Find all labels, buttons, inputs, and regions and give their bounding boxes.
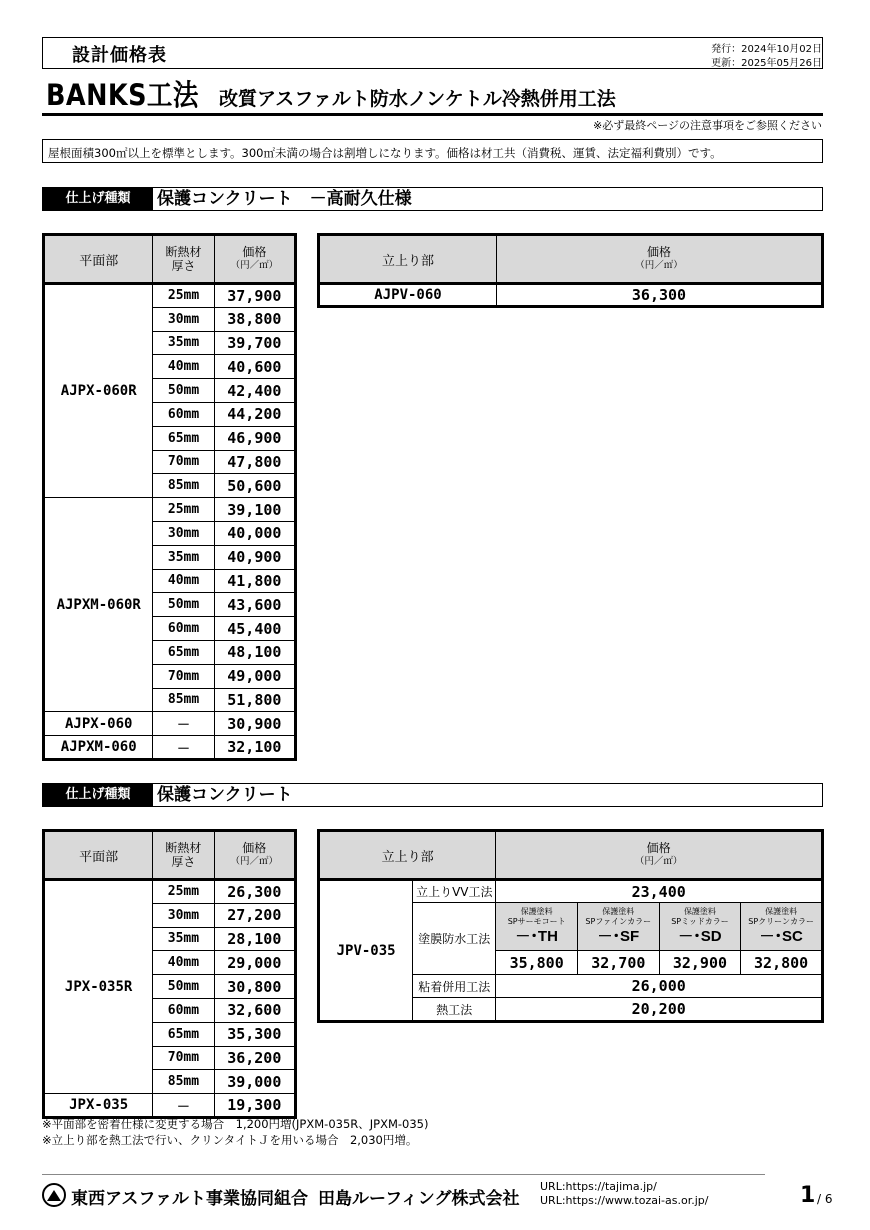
table-row bbox=[44, 498, 296, 522]
price-cell: 51,800 bbox=[214, 688, 295, 712]
adhesive-method-price: 26,000 bbox=[496, 975, 823, 998]
vv-method-label: 立上りVV工法 bbox=[413, 880, 496, 903]
organization-name: 東西アスファルト事業協同組合 bbox=[71, 1189, 308, 1209]
price-cell: 44,200 bbox=[214, 402, 295, 426]
title-rule bbox=[42, 113, 823, 116]
thickness-cell: 65mm bbox=[153, 640, 214, 664]
price-cell: 49,000 bbox=[214, 664, 295, 688]
price-cell: 45,400 bbox=[214, 617, 295, 641]
price-cell: 32,600 bbox=[214, 998, 295, 1022]
insulation-header: 断熱材 厚さ bbox=[153, 235, 214, 284]
price-cell: 40,000 bbox=[214, 521, 295, 545]
price-cell: 39,000 bbox=[214, 1070, 295, 1094]
standard-note: 屋根面積300㎡以上を標準とします。300㎡未満の場合は割増しになります。価格は材工共（消費税、運賃、法定福利費別）です。 bbox=[42, 139, 823, 163]
updated-date: 更新：2025年05月26日 bbox=[711, 58, 822, 69]
rise-code: AJPV-060 bbox=[319, 284, 497, 307]
rise-code: JPV-035 bbox=[319, 880, 413, 1022]
section1-title: 保護コンクリート －高耐久仕様 bbox=[157, 189, 412, 209]
thickness-cell: 40mm bbox=[153, 951, 214, 975]
price-cell: 39,700 bbox=[214, 331, 295, 355]
section2-rise-table bbox=[317, 829, 824, 1023]
rise-header: 立上り部 bbox=[319, 235, 497, 284]
section2-tag: 仕上げ種類 bbox=[43, 784, 153, 806]
thickness-cell: 60mm bbox=[153, 402, 214, 426]
coating-price-sf: 32,700 bbox=[577, 951, 659, 975]
vv-method-price: 23,400 bbox=[496, 880, 823, 903]
thickness-cell: 25mm bbox=[153, 284, 214, 308]
rise-price: 36,300 bbox=[497, 284, 823, 307]
heat-method-label: 熱工法 bbox=[413, 998, 496, 1022]
coating-option-sd: 保護塗料 SPミッドカラー －･SD bbox=[659, 903, 741, 951]
price-header: 価格 （円／㎡） bbox=[496, 831, 823, 880]
thickness-cell: 50mm bbox=[153, 593, 214, 617]
price-cell: 47,800 bbox=[214, 450, 295, 474]
product-code: AJPX-060R bbox=[44, 284, 153, 498]
thickness-cell: 35mm bbox=[153, 927, 214, 951]
product-code: JPX-035 bbox=[44, 1094, 153, 1118]
product-code: JPX-035R bbox=[44, 880, 153, 1094]
thickness-cell: 85mm bbox=[153, 688, 214, 712]
page-total: / 6 bbox=[817, 1192, 833, 1206]
reference-note: ※必ず最終ページの注意事項をご参照ください bbox=[593, 119, 822, 132]
coating-price-sc: 32,800 bbox=[741, 951, 823, 975]
thickness-cell: 40mm bbox=[153, 569, 214, 593]
table-row bbox=[44, 880, 296, 904]
price-cell: 40,600 bbox=[214, 355, 295, 379]
price-cell: 38,800 bbox=[214, 307, 295, 331]
product-code: AJPXM-060R bbox=[44, 498, 153, 712]
thickness-cell: － bbox=[153, 1094, 214, 1118]
thickness-cell: 30mm bbox=[153, 521, 214, 545]
association-logo-icon bbox=[42, 1183, 66, 1207]
price-cell: 40,900 bbox=[214, 545, 295, 569]
thickness-cell: 50mm bbox=[153, 975, 214, 999]
thickness-cell: 65mm bbox=[153, 426, 214, 450]
method-name: BANKS工法 bbox=[46, 78, 199, 112]
table-row bbox=[44, 284, 296, 308]
tajima-url[interactable]: URL:https://tajima.jp/ bbox=[540, 1180, 657, 1193]
method-subtitle: 改質アスファルト防水ノンケトル冷熱併用工法 bbox=[219, 88, 616, 110]
price-cell: 30,900 bbox=[214, 712, 295, 736]
section1-rise-table bbox=[317, 233, 824, 308]
price-cell: 41,800 bbox=[214, 569, 295, 593]
thickness-cell: 50mm bbox=[153, 379, 214, 403]
thickness-cell: 25mm bbox=[153, 880, 214, 904]
price-cell: 42,400 bbox=[214, 379, 295, 403]
thickness-cell: 65mm bbox=[153, 1022, 214, 1046]
thickness-cell: 70mm bbox=[153, 450, 214, 474]
coating-option-sc: 保護塗料 SPクリーンカラー －･SC bbox=[741, 903, 823, 951]
adhesive-method-label: 粘着併用工法 bbox=[413, 975, 496, 998]
thickness-cell: 35mm bbox=[153, 331, 214, 355]
coating-price-th: 35,800 bbox=[496, 951, 578, 975]
tozai-url[interactable]: URL:https://www.tozai-as.or.jp/ bbox=[540, 1194, 709, 1207]
section2-flat-table bbox=[42, 829, 297, 1119]
thickness-cell: 60mm bbox=[153, 617, 214, 641]
thickness-cell: 30mm bbox=[153, 903, 214, 927]
price-header: 価格 （円／㎡） bbox=[497, 235, 823, 284]
thickness-cell: 60mm bbox=[153, 998, 214, 1022]
price-cell: 27,200 bbox=[214, 903, 295, 927]
coating-price-sd: 32,900 bbox=[659, 951, 741, 975]
flat-header: 平面部 bbox=[44, 831, 153, 880]
company-name: 田島ルーフィング株式会社 bbox=[318, 1189, 520, 1209]
section1-tag: 仕上げ種類 bbox=[43, 188, 153, 210]
table-row bbox=[44, 712, 296, 736]
thickness-cell: 70mm bbox=[153, 1046, 214, 1070]
price-cell: 43,600 bbox=[214, 593, 295, 617]
section2-bar bbox=[42, 783, 823, 807]
price-cell: 48,100 bbox=[214, 640, 295, 664]
footer-rule bbox=[42, 1174, 765, 1175]
thickness-cell: － bbox=[153, 712, 214, 736]
footnote: ※平面部を密着仕様に変更する場合 1,200円増(JPXM-035R、JPXM-035) bbox=[42, 1117, 429, 1131]
page-number: 1 bbox=[800, 1183, 816, 1208]
footnote: ※立上り部を熱工法で行い、クリンタイトＪを用いる場合 2,030円増。 bbox=[42, 1133, 418, 1147]
section2-title: 保護コンクリート bbox=[157, 785, 293, 805]
price-cell: 26,300 bbox=[214, 880, 295, 904]
price-header: 価格 （円／㎡） bbox=[214, 831, 295, 880]
price-cell: 28,100 bbox=[214, 927, 295, 951]
product-code: AJPXM-060 bbox=[44, 736, 153, 760]
price-cell: 32,100 bbox=[214, 736, 295, 760]
section1-bar bbox=[42, 187, 823, 211]
price-cell: 50,600 bbox=[214, 474, 295, 498]
table-row bbox=[44, 736, 296, 760]
thickness-cell: 85mm bbox=[153, 474, 214, 498]
price-cell: 29,000 bbox=[214, 951, 295, 975]
price-cell: 35,300 bbox=[214, 1022, 295, 1046]
price-cell: 36,200 bbox=[214, 1046, 295, 1070]
product-code: AJPX-060 bbox=[44, 712, 153, 736]
insulation-header: 断熱材 厚さ bbox=[153, 831, 214, 880]
thickness-cell: 30mm bbox=[153, 307, 214, 331]
coating-option-sf: 保護塗料 SPファインカラー －･SF bbox=[577, 903, 659, 951]
thickness-cell: 25mm bbox=[153, 498, 214, 522]
thickness-cell: 70mm bbox=[153, 664, 214, 688]
thickness-cell: 40mm bbox=[153, 355, 214, 379]
thickness-cell: 85mm bbox=[153, 1070, 214, 1094]
heat-method-price: 20,200 bbox=[496, 998, 823, 1022]
price-header: 価格 （円／㎡） bbox=[214, 235, 295, 284]
document-label: 設計価格表 bbox=[72, 45, 167, 66]
flat-header: 平面部 bbox=[44, 235, 153, 284]
coating-option-th: 保護塗料 SPサーモコート －･TH bbox=[496, 903, 578, 951]
issued-date: 発行：2024年10月02日 bbox=[711, 44, 822, 55]
section1-flat-table bbox=[42, 233, 297, 761]
rise-header: 立上り部 bbox=[319, 831, 496, 880]
price-cell: 30,800 bbox=[214, 975, 295, 999]
price-cell: 46,900 bbox=[214, 426, 295, 450]
table-row bbox=[44, 1094, 296, 1118]
coating-method-label: 塗膜防水工法 bbox=[413, 903, 496, 975]
price-cell: 19,300 bbox=[214, 1094, 295, 1118]
price-cell: 39,100 bbox=[214, 498, 295, 522]
price-cell: 37,900 bbox=[214, 284, 295, 308]
thickness-cell: 35mm bbox=[153, 545, 214, 569]
thickness-cell: － bbox=[153, 736, 214, 760]
